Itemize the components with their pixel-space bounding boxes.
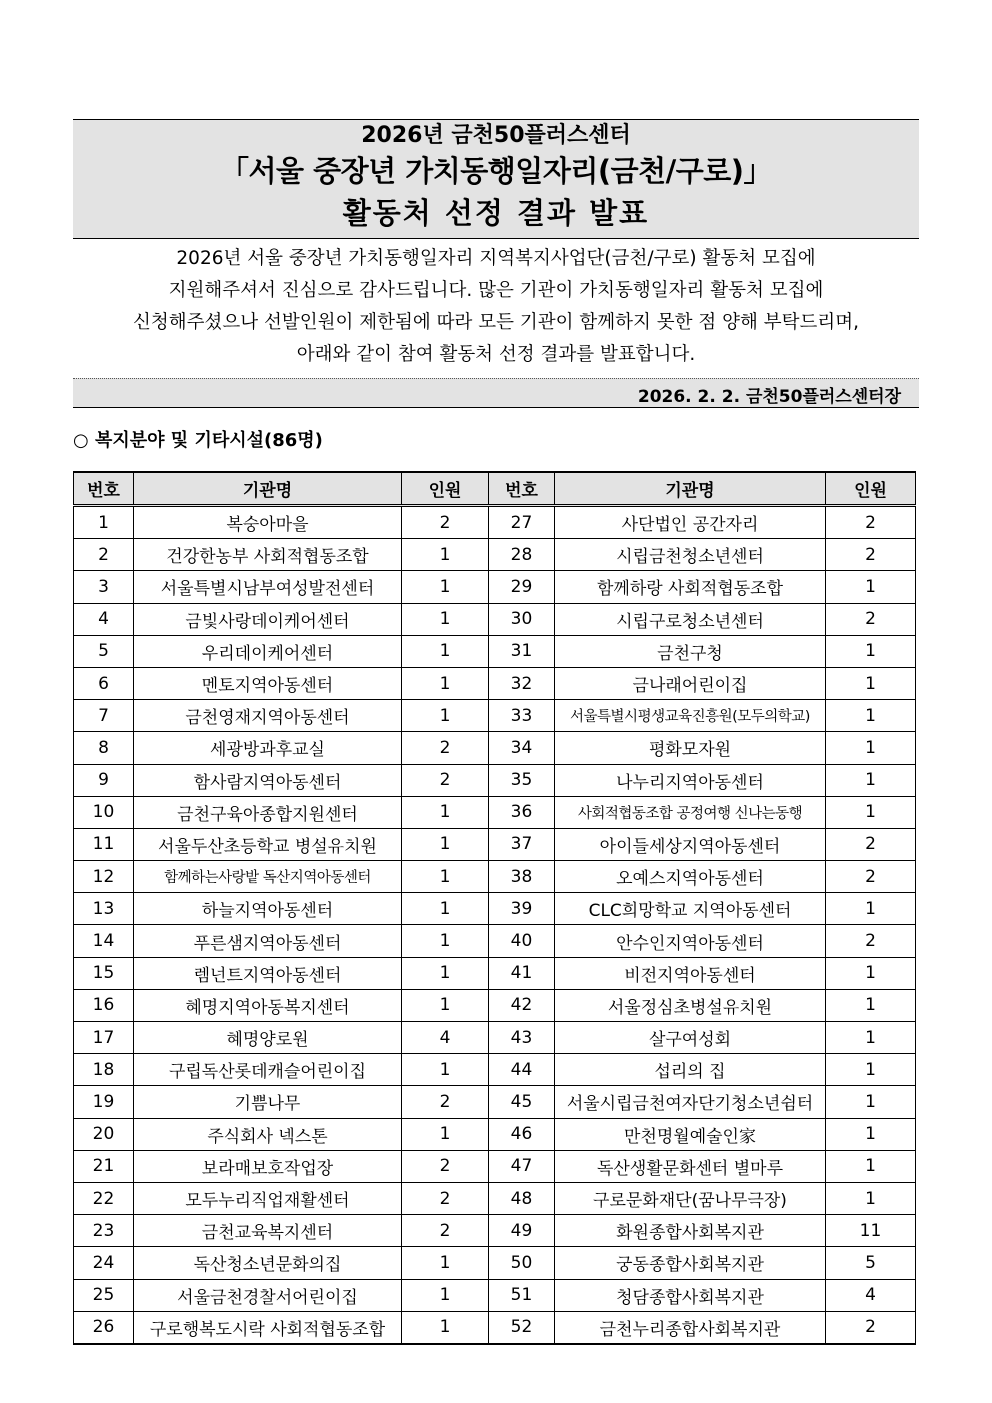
member-count: 2 bbox=[826, 539, 916, 571]
member-count: 1 bbox=[402, 1279, 489, 1311]
title-line-3: 활동처 선정 결과 발표 bbox=[342, 196, 650, 230]
title-line-1: 2026년 금천50플러스센터 bbox=[361, 123, 631, 148]
table-row bbox=[74, 1022, 916, 1054]
table-row bbox=[74, 1150, 916, 1182]
org-name: 세광방과후교실 bbox=[134, 732, 402, 764]
member-count: 1 bbox=[402, 957, 489, 989]
row-number: 31 bbox=[489, 635, 555, 667]
row-number: 34 bbox=[489, 732, 555, 764]
org-name: 구로행복도시락 사회적협동조합 bbox=[134, 1311, 402, 1344]
row-number: 4 bbox=[74, 603, 134, 635]
row-number: 44 bbox=[489, 1054, 555, 1086]
header-count-1: 인원 bbox=[402, 472, 489, 506]
org-name: 금천구청 bbox=[555, 635, 826, 667]
header-number-2: 번호 bbox=[489, 472, 555, 506]
member-count: 2 bbox=[826, 603, 916, 635]
member-count: 1 bbox=[826, 957, 916, 989]
row-number: 1 bbox=[74, 506, 134, 539]
member-count: 1 bbox=[402, 667, 489, 699]
org-name: 주식회사 넥스톤 bbox=[134, 1118, 402, 1150]
member-count: 1 bbox=[402, 571, 489, 603]
org-name: 서울금천경찰서어린이집 bbox=[134, 1279, 402, 1311]
org-name: 만천명월예술인家 bbox=[555, 1118, 826, 1150]
member-count: 1 bbox=[402, 1054, 489, 1086]
date-bar bbox=[73, 378, 919, 408]
row-number: 50 bbox=[489, 1247, 555, 1279]
member-count: 2 bbox=[826, 828, 916, 860]
member-count: 1 bbox=[402, 893, 489, 925]
org-name: 렘넌트지역아동센터 bbox=[134, 957, 402, 989]
member-count: 2 bbox=[826, 1311, 916, 1344]
header-count-2: 인원 bbox=[826, 472, 916, 506]
selection-table bbox=[73, 471, 916, 1345]
table-row bbox=[74, 828, 916, 860]
member-count: 1 bbox=[402, 603, 489, 635]
table-row bbox=[74, 764, 916, 796]
org-name: 금천영재지역아동센터 bbox=[134, 700, 402, 732]
member-count: 1 bbox=[826, 989, 916, 1021]
org-name: 구립독산롯데캐슬어린이집 bbox=[134, 1054, 402, 1086]
org-name: 멘토지역아동센터 bbox=[134, 667, 402, 699]
member-count: 2 bbox=[402, 1182, 489, 1214]
table-row bbox=[74, 957, 916, 989]
member-count: 1 bbox=[402, 828, 489, 860]
row-number: 10 bbox=[74, 796, 134, 828]
member-count: 2 bbox=[826, 861, 916, 893]
row-number: 47 bbox=[489, 1150, 555, 1182]
row-number: 17 bbox=[74, 1022, 134, 1054]
table-row bbox=[74, 506, 916, 539]
member-count: 1 bbox=[826, 1022, 916, 1054]
member-count: 1 bbox=[826, 667, 916, 699]
member-count: 1 bbox=[402, 989, 489, 1021]
table-row bbox=[74, 603, 916, 635]
row-number: 48 bbox=[489, 1182, 555, 1214]
org-name: 시립구로청소년센터 bbox=[555, 603, 826, 635]
row-number: 20 bbox=[74, 1118, 134, 1150]
member-count: 1 bbox=[826, 732, 916, 764]
table-row bbox=[74, 989, 916, 1021]
org-name: 복숭아마을 bbox=[134, 506, 402, 539]
org-name: 혜명양로원 bbox=[134, 1022, 402, 1054]
org-name: 서울두산초등학교 병설유치원 bbox=[134, 828, 402, 860]
member-count: 1 bbox=[402, 1247, 489, 1279]
org-name: 보라매보호작업장 bbox=[134, 1150, 402, 1182]
row-number: 38 bbox=[489, 861, 555, 893]
org-name: 금천교육복지센터 bbox=[134, 1215, 402, 1247]
member-count: 1 bbox=[826, 764, 916, 796]
title-line-2: 「서울 중장년 가치동행일자리(금천/구로)」 bbox=[219, 154, 773, 188]
table-row bbox=[74, 732, 916, 764]
header-number-1: 번호 bbox=[74, 472, 134, 506]
member-count: 1 bbox=[826, 893, 916, 925]
member-count: 1 bbox=[826, 1054, 916, 1086]
table-row bbox=[74, 667, 916, 699]
org-name: 청담종합사회복지관 bbox=[555, 1279, 826, 1311]
row-number: 45 bbox=[489, 1086, 555, 1118]
member-count: 1 bbox=[826, 1118, 916, 1150]
row-number: 7 bbox=[74, 700, 134, 732]
table-row bbox=[74, 861, 916, 893]
org-name: 건강한농부 사회적협동조합 bbox=[134, 539, 402, 571]
org-name: 함께하랑 사회적협동조합 bbox=[555, 571, 826, 603]
org-name: 기쁨나무 bbox=[134, 1086, 402, 1118]
row-number: 35 bbox=[489, 764, 555, 796]
org-name: 평화모자원 bbox=[555, 732, 826, 764]
row-number: 40 bbox=[489, 925, 555, 957]
table-row bbox=[74, 1182, 916, 1214]
member-count: 1 bbox=[402, 700, 489, 732]
row-number: 13 bbox=[74, 893, 134, 925]
member-count: 2 bbox=[402, 1215, 489, 1247]
row-number: 32 bbox=[489, 667, 555, 699]
member-count: 4 bbox=[402, 1022, 489, 1054]
intro-line-2: 지원해주셔서 진심으로 감사드립니다. 많은 기관이 가치동행일자리 활동처 모집에 bbox=[168, 280, 824, 301]
table-row bbox=[74, 1118, 916, 1150]
org-name: 우리데이케어센터 bbox=[134, 635, 402, 667]
row-number: 6 bbox=[74, 667, 134, 699]
org-name: 안수인지역아동센터 bbox=[555, 925, 826, 957]
section-title: ○ 복지분야 및 기타시설(86명) bbox=[73, 430, 323, 451]
row-number: 49 bbox=[489, 1215, 555, 1247]
table-row bbox=[74, 1279, 916, 1311]
table-row bbox=[74, 1086, 916, 1118]
org-name: 사단법인 공간자리 bbox=[555, 506, 826, 539]
org-name: 서울시립금천여자단기청소년쉼터 bbox=[555, 1086, 826, 1118]
row-number: 23 bbox=[74, 1215, 134, 1247]
row-number: 24 bbox=[74, 1247, 134, 1279]
org-name: 금빛사랑데이케어센터 bbox=[134, 603, 402, 635]
org-name: 나누리지역아동센터 bbox=[555, 764, 826, 796]
date-signature: 2026. 2. 2. 금천50플러스센터장 bbox=[637, 387, 901, 407]
member-count: 1 bbox=[402, 1118, 489, 1150]
org-name: 아이들세상지역아동센터 bbox=[555, 828, 826, 860]
org-name: 궁동종합사회복지관 bbox=[555, 1247, 826, 1279]
org-name: 하늘지역아동센터 bbox=[134, 893, 402, 925]
org-name: 서울특별시평생교육진흥원(모두의학교) bbox=[555, 700, 826, 732]
org-name: 시립금천청소년센터 bbox=[555, 539, 826, 571]
org-name: 비전지역아동센터 bbox=[555, 957, 826, 989]
intro-line-1: 2026년 서울 중장년 가치동행일자리 지역복지사업단(금천/구로) 활동처 모집에 bbox=[176, 248, 816, 269]
table-row bbox=[74, 700, 916, 732]
table-row bbox=[74, 1247, 916, 1279]
member-count: 1 bbox=[826, 700, 916, 732]
row-number: 12 bbox=[74, 861, 134, 893]
row-number: 39 bbox=[489, 893, 555, 925]
org-name: 독산생활문화센터 별마루 bbox=[555, 1150, 826, 1182]
org-name: 금천구육아종합지원센터 bbox=[134, 796, 402, 828]
org-name: 구로문화재단(꿈나무극장) bbox=[555, 1182, 826, 1214]
org-name: 섭리의 집 bbox=[555, 1054, 826, 1086]
table-row bbox=[74, 925, 916, 957]
org-name: CLC희망학교 지역아동센터 bbox=[555, 893, 826, 925]
member-count: 1 bbox=[826, 635, 916, 667]
intro-line-3: 신청해주셨으나 선발인원이 제한됨에 따라 모든 기관이 함께하지 못한 점 양해 부탁드리며, bbox=[133, 312, 859, 333]
member-count: 1 bbox=[826, 1086, 916, 1118]
row-number: 29 bbox=[489, 571, 555, 603]
org-name: 서울특별시남부여성발전센터 bbox=[134, 571, 402, 603]
row-number: 30 bbox=[489, 603, 555, 635]
row-number: 3 bbox=[74, 571, 134, 603]
row-number: 41 bbox=[489, 957, 555, 989]
member-count: 2 bbox=[402, 506, 489, 539]
row-number: 33 bbox=[489, 700, 555, 732]
row-number: 5 bbox=[74, 635, 134, 667]
row-number: 26 bbox=[74, 1311, 134, 1344]
org-name: 오예스지역아동센터 bbox=[555, 861, 826, 893]
row-number: 52 bbox=[489, 1311, 555, 1344]
org-name: 금나래어린이집 bbox=[555, 667, 826, 699]
member-count: 1 bbox=[402, 1311, 489, 1344]
member-count: 2 bbox=[402, 764, 489, 796]
member-count: 4 bbox=[826, 1279, 916, 1311]
member-count: 1 bbox=[826, 1182, 916, 1214]
row-number: 36 bbox=[489, 796, 555, 828]
member-count: 1 bbox=[826, 1150, 916, 1182]
org-name: 모두누리직업재활센터 bbox=[134, 1182, 402, 1214]
org-name: 독산청소년문화의집 bbox=[134, 1247, 402, 1279]
member-count: 2 bbox=[402, 1150, 489, 1182]
org-name: 살구여성회 bbox=[555, 1022, 826, 1054]
member-count: 1 bbox=[402, 861, 489, 893]
row-number: 22 bbox=[74, 1182, 134, 1214]
member-count: 1 bbox=[826, 571, 916, 603]
table-row bbox=[74, 539, 916, 571]
row-number: 43 bbox=[489, 1022, 555, 1054]
title-box bbox=[73, 119, 919, 239]
row-number: 2 bbox=[74, 539, 134, 571]
table-row bbox=[74, 635, 916, 667]
table-row bbox=[74, 571, 916, 603]
member-count: 1 bbox=[402, 925, 489, 957]
row-number: 14 bbox=[74, 925, 134, 957]
member-count: 11 bbox=[826, 1215, 916, 1247]
row-number: 15 bbox=[74, 957, 134, 989]
row-number: 9 bbox=[74, 764, 134, 796]
member-count: 1 bbox=[826, 796, 916, 828]
org-name: 서울정심초병설유치원 bbox=[555, 989, 826, 1021]
row-number: 8 bbox=[74, 732, 134, 764]
table-row bbox=[74, 796, 916, 828]
row-number: 25 bbox=[74, 1279, 134, 1311]
member-count: 2 bbox=[826, 925, 916, 957]
row-number: 46 bbox=[489, 1118, 555, 1150]
member-count: 2 bbox=[402, 732, 489, 764]
member-count: 2 bbox=[402, 1086, 489, 1118]
row-number: 11 bbox=[74, 828, 134, 860]
member-count: 1 bbox=[402, 635, 489, 667]
table-row bbox=[74, 893, 916, 925]
row-number: 21 bbox=[74, 1150, 134, 1182]
org-name: 화원종합사회복지관 bbox=[555, 1215, 826, 1247]
org-name: 함사람지역아동센터 bbox=[134, 764, 402, 796]
row-number: 51 bbox=[489, 1279, 555, 1311]
member-count: 2 bbox=[826, 506, 916, 539]
intro-line-4: 아래와 같이 참여 활동처 선정 결과를 발표합니다. bbox=[296, 344, 696, 365]
member-count: 1 bbox=[402, 796, 489, 828]
row-number: 37 bbox=[489, 828, 555, 860]
row-number: 28 bbox=[489, 539, 555, 571]
member-count: 1 bbox=[402, 539, 489, 571]
row-number: 19 bbox=[74, 1086, 134, 1118]
org-name: 사회적협동조합 공정여행 신나는동행 bbox=[555, 796, 826, 828]
row-number: 18 bbox=[74, 1054, 134, 1086]
row-number: 27 bbox=[489, 506, 555, 539]
org-name: 푸른샘지역아동센터 bbox=[134, 925, 402, 957]
member-count: 5 bbox=[826, 1247, 916, 1279]
org-name: 함께하는사랑밭 독산지역아동센터 bbox=[134, 861, 402, 893]
org-name: 금천누리종합사회복지관 bbox=[555, 1311, 826, 1344]
intro-paragraph bbox=[73, 243, 919, 371]
table-header-row bbox=[74, 472, 916, 506]
table-row bbox=[74, 1311, 916, 1344]
org-name: 혜명지역아동복지센터 bbox=[134, 989, 402, 1021]
row-number: 16 bbox=[74, 989, 134, 1021]
header-org-2: 기관명 bbox=[555, 472, 826, 506]
table-row bbox=[74, 1215, 916, 1247]
header-org-1: 기관명 bbox=[134, 472, 402, 506]
row-number: 42 bbox=[489, 989, 555, 1021]
table-row bbox=[74, 1054, 916, 1086]
